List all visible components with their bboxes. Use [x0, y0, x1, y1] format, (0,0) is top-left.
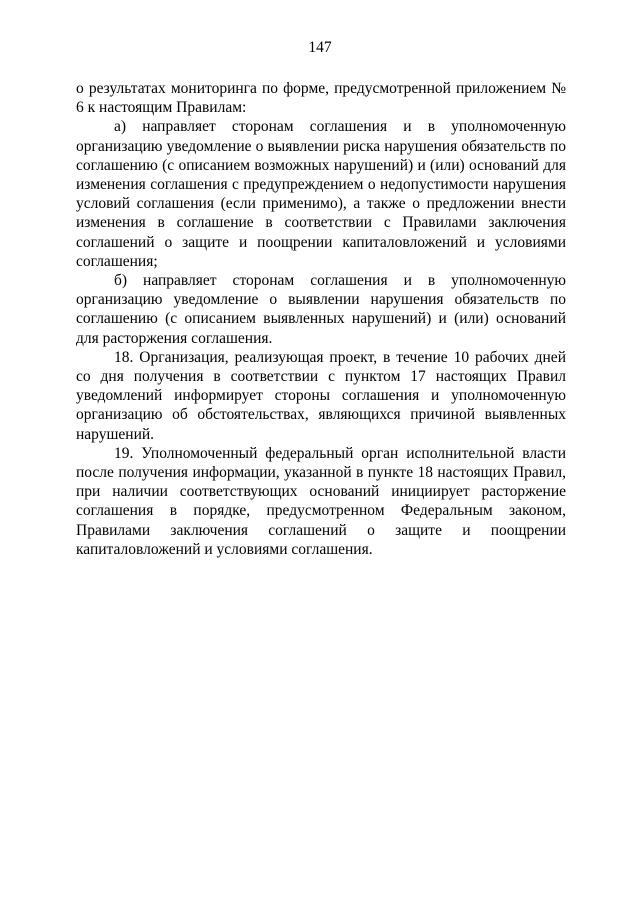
paragraph-clause-19: 19. Уполномоченный федеральный орган исполнительной власти после получения информации, указанной в пункте 18 настоящих Правил, при наличии соответствующих оснований инициирует расторжение соглашения в порядке, предусмотренном Федеральным законом, Правилами заключения соглашений о защите и поощрении капиталовложений и условиями соглашения.: [76, 444, 566, 558]
page-number: 147: [308, 39, 332, 56]
paragraph-clause-18: 18. Организация, реализующая проект, в течение 10 рабочих дней со дня получения в соответствии с пунктом 17 настоящих Правил уведомлений информирует стороны соглашения и уполномоченную организацию об обстоятельствах, являющихся причиной выявленных нарушений.: [76, 348, 566, 443]
document-body: [76, 79, 566, 559]
paragraph-continuation: о результатах мониторинга по форме, предусмотренной приложением № 6 к настоящим Правилам:: [76, 80, 566, 117]
paragraph-item-b: б) направляет сторонам соглашения и в уполномоченную организацию уведомление о выявлении нарушения обязательств по соглашению (с описанием выявленных нарушений) и (или) оснований для расторжения соглашения.: [76, 272, 566, 347]
paragraph-item-a: а) направляет сторонам соглашения и в уполномоченную организацию уведомление о выявлении риска нарушения обязательств по соглашению (с описанием возможных нарушений) и (или) оснований для изменения соглашения с предупреждением о недопустимости нарушения условий соглашения (если применимо), а также о предложении внести изменения в соглашение в соответствии с Правилами заключения соглашений о защите и поощрении капиталовложений и условиями соглашения;: [76, 118, 566, 270]
